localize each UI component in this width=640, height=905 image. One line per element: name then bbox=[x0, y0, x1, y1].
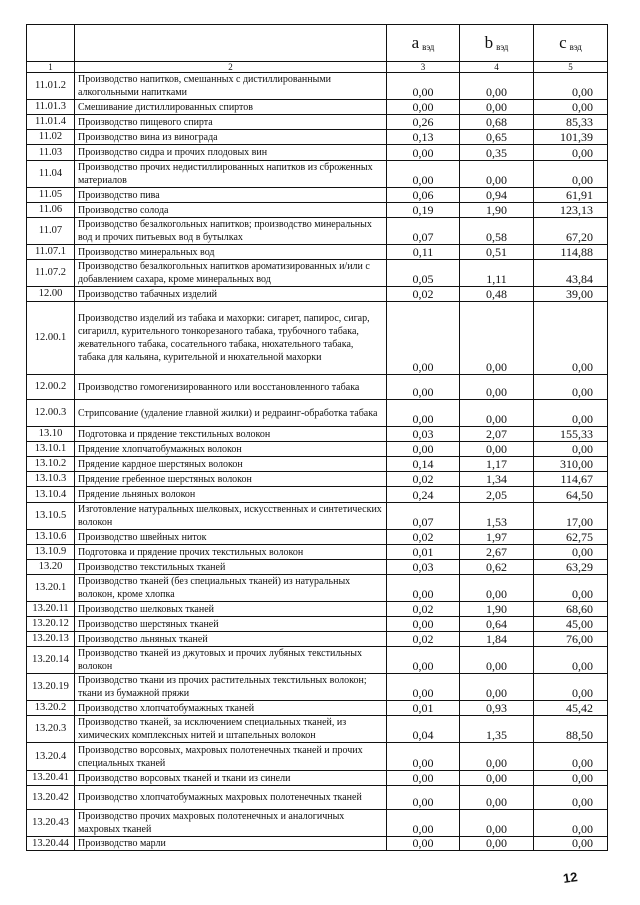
row-code: 11.01.4 bbox=[27, 115, 75, 130]
row-value-a: 0,02 bbox=[387, 287, 460, 302]
row-value-a: 0,00 bbox=[387, 145, 460, 161]
row-value-a: 0,00 bbox=[387, 302, 460, 375]
table-row bbox=[27, 674, 608, 701]
row-value-b: 1,34 bbox=[460, 472, 534, 487]
row-code: 13.20.19 bbox=[27, 674, 75, 701]
row-code: 13.10.1 bbox=[27, 442, 75, 457]
row-value-a: 0,00 bbox=[387, 647, 460, 674]
row-name: Производство шерстяных тканей bbox=[75, 617, 387, 632]
row-value-b: 1,90 bbox=[460, 203, 534, 218]
column-number: 5 bbox=[534, 62, 608, 73]
row-code: 11.04 bbox=[27, 161, 75, 188]
table-row bbox=[27, 427, 608, 442]
row-value-a: 0,00 bbox=[387, 100, 460, 115]
row-name: Производство ткани из прочих растительных текстильных волокон; ткани из бумажной пряжи bbox=[75, 674, 387, 701]
row-value-a: 0,01 bbox=[387, 701, 460, 716]
row-value-b: 0,00 bbox=[460, 743, 534, 771]
row-name: Производство напитков, смешанных с дистиллированными алкогольными напитками bbox=[75, 73, 387, 100]
row-value-a: 0,00 bbox=[387, 837, 460, 851]
row-value-a: 0,02 bbox=[387, 472, 460, 487]
table-row bbox=[27, 617, 608, 632]
table-row bbox=[27, 647, 608, 674]
row-name: Производство шелковых тканей bbox=[75, 602, 387, 617]
row-code: 11.02 bbox=[27, 130, 75, 145]
row-value-c: 0,00 bbox=[534, 575, 608, 602]
column-number-row bbox=[27, 62, 608, 73]
row-value-c: 0,00 bbox=[534, 161, 608, 188]
row-value-a: 0,02 bbox=[387, 632, 460, 647]
row-value-b: 0,00 bbox=[460, 575, 534, 602]
row-value-b: 0,93 bbox=[460, 701, 534, 716]
row-value-c: 0,00 bbox=[534, 545, 608, 560]
row-code: 13.10.5 bbox=[27, 503, 75, 530]
row-code: 12.00.2 bbox=[27, 375, 75, 400]
row-code: 11.01.2 bbox=[27, 73, 75, 100]
table-row bbox=[27, 375, 608, 400]
row-name: Производство тканей (без специальных тканей) из натуральных волокон, кроме хлопка bbox=[75, 575, 387, 602]
coefficient-table bbox=[26, 24, 608, 851]
row-name: Производство текстильных тканей bbox=[75, 560, 387, 575]
row-value-a: 0,00 bbox=[387, 743, 460, 771]
row-value-c: 0,00 bbox=[534, 674, 608, 701]
row-value-a: 0,24 bbox=[387, 487, 460, 503]
row-value-a: 0,02 bbox=[387, 530, 460, 545]
row-value-c: 0,00 bbox=[534, 145, 608, 161]
row-value-c: 310,00 bbox=[534, 457, 608, 472]
row-value-a: 0,07 bbox=[387, 218, 460, 245]
row-name: Изготовление натуральных шелковых, искусственных и синтетических волокон bbox=[75, 503, 387, 530]
row-code: 11.07 bbox=[27, 218, 75, 245]
row-value-b: 1,84 bbox=[460, 632, 534, 647]
row-name: Производство пива bbox=[75, 188, 387, 203]
row-code: 11.07.2 bbox=[27, 260, 75, 287]
table-row bbox=[27, 145, 608, 161]
row-name: Подготовка и прядение текстильных волокон bbox=[75, 427, 387, 442]
row-name: Производство безалкогольных напитков; производство минеральных вод и прочих питьевых вод в бутылках bbox=[75, 218, 387, 245]
row-value-b: 1,11 bbox=[460, 260, 534, 287]
row-value-a: 0,02 bbox=[387, 602, 460, 617]
row-value-c: 0,00 bbox=[534, 400, 608, 427]
row-name: Производство марли bbox=[75, 837, 387, 851]
row-value-a: 0,00 bbox=[387, 771, 460, 786]
row-code: 13.10 bbox=[27, 427, 75, 442]
row-value-a: 0,13 bbox=[387, 130, 460, 145]
row-value-c: 123,13 bbox=[534, 203, 608, 218]
row-value-a: 0,00 bbox=[387, 73, 460, 100]
row-value-c: 17,00 bbox=[534, 503, 608, 530]
table-row bbox=[27, 602, 608, 617]
table-row bbox=[27, 442, 608, 457]
row-value-b: 2,05 bbox=[460, 487, 534, 503]
row-value-c: 76,00 bbox=[534, 632, 608, 647]
row-value-c: 155,33 bbox=[534, 427, 608, 442]
table-row bbox=[27, 810, 608, 837]
row-value-b: 0,00 bbox=[460, 73, 534, 100]
page-number: 12 bbox=[562, 869, 579, 886]
row-value-b: 0,00 bbox=[460, 810, 534, 837]
row-value-a: 0,00 bbox=[387, 400, 460, 427]
table-row bbox=[27, 716, 608, 743]
table-row bbox=[27, 545, 608, 560]
row-value-a: 0,00 bbox=[387, 786, 460, 810]
row-value-a: 0,03 bbox=[387, 560, 460, 575]
row-value-c: 67,20 bbox=[534, 218, 608, 245]
row-value-c: 114,88 bbox=[534, 245, 608, 260]
row-name: Производство пищевого спирта bbox=[75, 115, 387, 130]
row-value-b: 0,65 bbox=[460, 130, 534, 145]
table-row bbox=[27, 245, 608, 260]
table-row bbox=[27, 161, 608, 188]
row-name: Производство ворсовых тканей и ткани из синели bbox=[75, 771, 387, 786]
row-value-c: 0,00 bbox=[534, 375, 608, 400]
row-value-b: 2,07 bbox=[460, 427, 534, 442]
row-name: Производство тканей из джутовых и прочих лубяных текстильных волокон bbox=[75, 647, 387, 674]
row-value-c: 85,33 bbox=[534, 115, 608, 130]
table-row bbox=[27, 287, 608, 302]
table-row bbox=[27, 73, 608, 100]
row-code: 13.10.3 bbox=[27, 472, 75, 487]
row-value-c: 63,29 bbox=[534, 560, 608, 575]
table-row bbox=[27, 203, 608, 218]
row-code: 12.00.3 bbox=[27, 400, 75, 427]
row-value-b: 0,00 bbox=[460, 674, 534, 701]
row-value-b: 1,90 bbox=[460, 602, 534, 617]
row-value-c: 61,91 bbox=[534, 188, 608, 203]
row-name: Производство сидра и прочих плодовых вин bbox=[75, 145, 387, 161]
row-value-c: 43,84 bbox=[534, 260, 608, 287]
column-number: 4 bbox=[460, 62, 534, 73]
row-code: 13.20.3 bbox=[27, 716, 75, 743]
row-name: Подготовка и прядение прочих текстильных волокон bbox=[75, 545, 387, 560]
table-row bbox=[27, 837, 608, 851]
row-value-b: 1,17 bbox=[460, 457, 534, 472]
table-row bbox=[27, 503, 608, 530]
row-value-a: 0,07 bbox=[387, 503, 460, 530]
row-name: Производство прочих недистиллированных напитков из сброженных материалов bbox=[75, 161, 387, 188]
header-name bbox=[75, 25, 387, 62]
row-value-b: 0,48 bbox=[460, 287, 534, 302]
row-value-c: 0,00 bbox=[534, 810, 608, 837]
column-number: 3 bbox=[387, 62, 460, 73]
table-row bbox=[27, 472, 608, 487]
row-code: 11.01.3 bbox=[27, 100, 75, 115]
table-row bbox=[27, 218, 608, 245]
table-row bbox=[27, 771, 608, 786]
row-name: Прядение льняных волокон bbox=[75, 487, 387, 503]
row-value-b: 0,00 bbox=[460, 302, 534, 375]
row-name: Производство табачных изделий bbox=[75, 287, 387, 302]
row-code: 13.20.41 bbox=[27, 771, 75, 786]
table-row bbox=[27, 400, 608, 427]
row-code: 13.20.14 bbox=[27, 647, 75, 674]
row-value-b: 0,00 bbox=[460, 771, 534, 786]
row-value-a: 0,04 bbox=[387, 716, 460, 743]
column-number: 2 bbox=[75, 62, 387, 73]
row-value-c: 62,75 bbox=[534, 530, 608, 545]
row-value-b: 0,35 bbox=[460, 145, 534, 161]
header-a: a $_{вэд}$ bbox=[387, 25, 460, 62]
row-value-c: 0,00 bbox=[534, 647, 608, 674]
row-name: Производство изделий из табака и махорки: сигарет, папирос, сигар, сигарилл, курительного тонкорезаного табака, трубочного табака, жевательного табака, сосательного табака, нюхательного табака, табака для кальяна, курительной и нюхательной махорки bbox=[75, 302, 387, 375]
row-value-c: 68,60 bbox=[534, 602, 608, 617]
row-value-c: 64,50 bbox=[534, 487, 608, 503]
table-row bbox=[27, 701, 608, 716]
row-value-a: 0,00 bbox=[387, 617, 460, 632]
row-name: Производство ворсовых, махровых полотенечных тканей и прочих специальных тканей bbox=[75, 743, 387, 771]
table-row bbox=[27, 530, 608, 545]
table-row bbox=[27, 100, 608, 115]
table-row bbox=[27, 560, 608, 575]
row-value-a: 0,01 bbox=[387, 545, 460, 560]
row-value-b: 0,64 bbox=[460, 617, 534, 632]
column-number: 1 bbox=[27, 62, 75, 73]
row-value-b: 0,58 bbox=[460, 218, 534, 245]
row-name: Прядение кардное шерстяных волокон bbox=[75, 457, 387, 472]
row-name: Прядение хлопчатобумажных волокон bbox=[75, 442, 387, 457]
row-value-c: 39,00 bbox=[534, 287, 608, 302]
row-value-b: 0,62 bbox=[460, 560, 534, 575]
row-code: 13.20.11 bbox=[27, 602, 75, 617]
row-name: Смешивание дистиллированных спиртов bbox=[75, 100, 387, 115]
row-code: 13.20.44 bbox=[27, 837, 75, 851]
row-value-b: 0,94 bbox=[460, 188, 534, 203]
row-code: 12.00 bbox=[27, 287, 75, 302]
table-row bbox=[27, 188, 608, 203]
row-value-a: 0,03 bbox=[387, 427, 460, 442]
row-value-b: 0,00 bbox=[460, 161, 534, 188]
row-name: Производство солода bbox=[75, 203, 387, 218]
row-value-a: 0,00 bbox=[387, 442, 460, 457]
table-row bbox=[27, 632, 608, 647]
row-code: 13.20.1 bbox=[27, 575, 75, 602]
row-value-b: 2,67 bbox=[460, 545, 534, 560]
table-row bbox=[27, 130, 608, 145]
row-name: Производство гомогенизированного или восстановленного табака bbox=[75, 375, 387, 400]
table-row bbox=[27, 487, 608, 503]
row-value-a: 0,00 bbox=[387, 375, 460, 400]
row-name: Производство минеральных вод bbox=[75, 245, 387, 260]
table-row bbox=[27, 302, 608, 375]
header-row bbox=[27, 25, 608, 62]
row-value-c: 88,50 bbox=[534, 716, 608, 743]
row-value-c: 0,00 bbox=[534, 786, 608, 810]
row-code: 13.20.12 bbox=[27, 617, 75, 632]
row-value-b: 1,35 bbox=[460, 716, 534, 743]
row-value-c: 45,00 bbox=[534, 617, 608, 632]
table-row bbox=[27, 115, 608, 130]
row-code: 11.03 bbox=[27, 145, 75, 161]
table-row bbox=[27, 260, 608, 287]
table-row bbox=[27, 743, 608, 771]
row-name: Прядение гребенное шерстяных волокон bbox=[75, 472, 387, 487]
row-value-a: 0,00 bbox=[387, 810, 460, 837]
row-name: Производство швейных ниток bbox=[75, 530, 387, 545]
row-name: Стрипсование (удаление главной жилки) и редраинг-обработка табака bbox=[75, 400, 387, 427]
row-name: Производство хлопчатобумажных тканей bbox=[75, 701, 387, 716]
row-value-b: 0,00 bbox=[460, 647, 534, 674]
row-name: Производство безалкогольных напитков ароматизированных и/или с добавлением сахара, кроме минеральных вод bbox=[75, 260, 387, 287]
row-value-c: 0,00 bbox=[534, 771, 608, 786]
table-row bbox=[27, 457, 608, 472]
row-name: Производство хлопчатобумажных махровых полотенечных тканей bbox=[75, 786, 387, 810]
row-value-b: 0,00 bbox=[460, 786, 534, 810]
header-c: c $_{вэд}$ bbox=[534, 25, 608, 62]
row-value-c: 0,00 bbox=[534, 73, 608, 100]
row-value-b: 0,00 bbox=[460, 442, 534, 457]
row-code: 11.07.1 bbox=[27, 245, 75, 260]
row-code: 13.20 bbox=[27, 560, 75, 575]
row-value-c: 0,00 bbox=[534, 837, 608, 851]
header-b: b $_{вэд}$ bbox=[460, 25, 534, 62]
row-value-b: 0,00 bbox=[460, 100, 534, 115]
row-value-c: 0,00 bbox=[534, 100, 608, 115]
row-value-b: 0,00 bbox=[460, 837, 534, 851]
row-value-b: 1,97 bbox=[460, 530, 534, 545]
row-code: 11.05 bbox=[27, 188, 75, 203]
header-code bbox=[27, 25, 75, 62]
row-name: Производство прочих махровых полотенечных и аналогичных махровых тканей bbox=[75, 810, 387, 837]
row-value-b: 0,51 bbox=[460, 245, 534, 260]
row-value-a: 0,00 bbox=[387, 674, 460, 701]
row-value-b: 0,68 bbox=[460, 115, 534, 130]
row-value-c: 0,00 bbox=[534, 302, 608, 375]
row-code: 13.20.43 bbox=[27, 810, 75, 837]
row-value-a: 0,14 bbox=[387, 457, 460, 472]
row-name: Производство тканей, за исключением специальных тканей, из химических комплексных нитей и штапельных волокон bbox=[75, 716, 387, 743]
row-value-c: 45,42 bbox=[534, 701, 608, 716]
row-name: Производство вина из винограда bbox=[75, 130, 387, 145]
row-code: 12.00.1 bbox=[27, 302, 75, 375]
row-value-a: 0,00 bbox=[387, 161, 460, 188]
row-value-b: 0,00 bbox=[460, 400, 534, 427]
row-code: 13.10.9 bbox=[27, 545, 75, 560]
row-code: 13.10.4 bbox=[27, 487, 75, 503]
row-code: 13.20.4 bbox=[27, 743, 75, 771]
row-code: 13.20.42 bbox=[27, 786, 75, 810]
row-value-c: 101,39 bbox=[534, 130, 608, 145]
row-value-c: 0,00 bbox=[534, 743, 608, 771]
row-value-a: 0,06 bbox=[387, 188, 460, 203]
row-code: 13.20.13 bbox=[27, 632, 75, 647]
row-value-c: 0,00 bbox=[534, 442, 608, 457]
row-value-a: 0,19 bbox=[387, 203, 460, 218]
row-value-a: 0,26 bbox=[387, 115, 460, 130]
table-row bbox=[27, 786, 608, 810]
row-code: 11.06 bbox=[27, 203, 75, 218]
row-code: 13.10.2 bbox=[27, 457, 75, 472]
row-value-a: 0,11 bbox=[387, 245, 460, 260]
row-value-a: 0,00 bbox=[387, 575, 460, 602]
row-value-b: 1,53 bbox=[460, 503, 534, 530]
row-value-b: 0,00 bbox=[460, 375, 534, 400]
table-row bbox=[27, 575, 608, 602]
row-value-a: 0,05 bbox=[387, 260, 460, 287]
row-code: 13.10.6 bbox=[27, 530, 75, 545]
row-code: 13.20.2 bbox=[27, 701, 75, 716]
row-name: Производство льняных тканей bbox=[75, 632, 387, 647]
row-value-c: 114,67 bbox=[534, 472, 608, 487]
